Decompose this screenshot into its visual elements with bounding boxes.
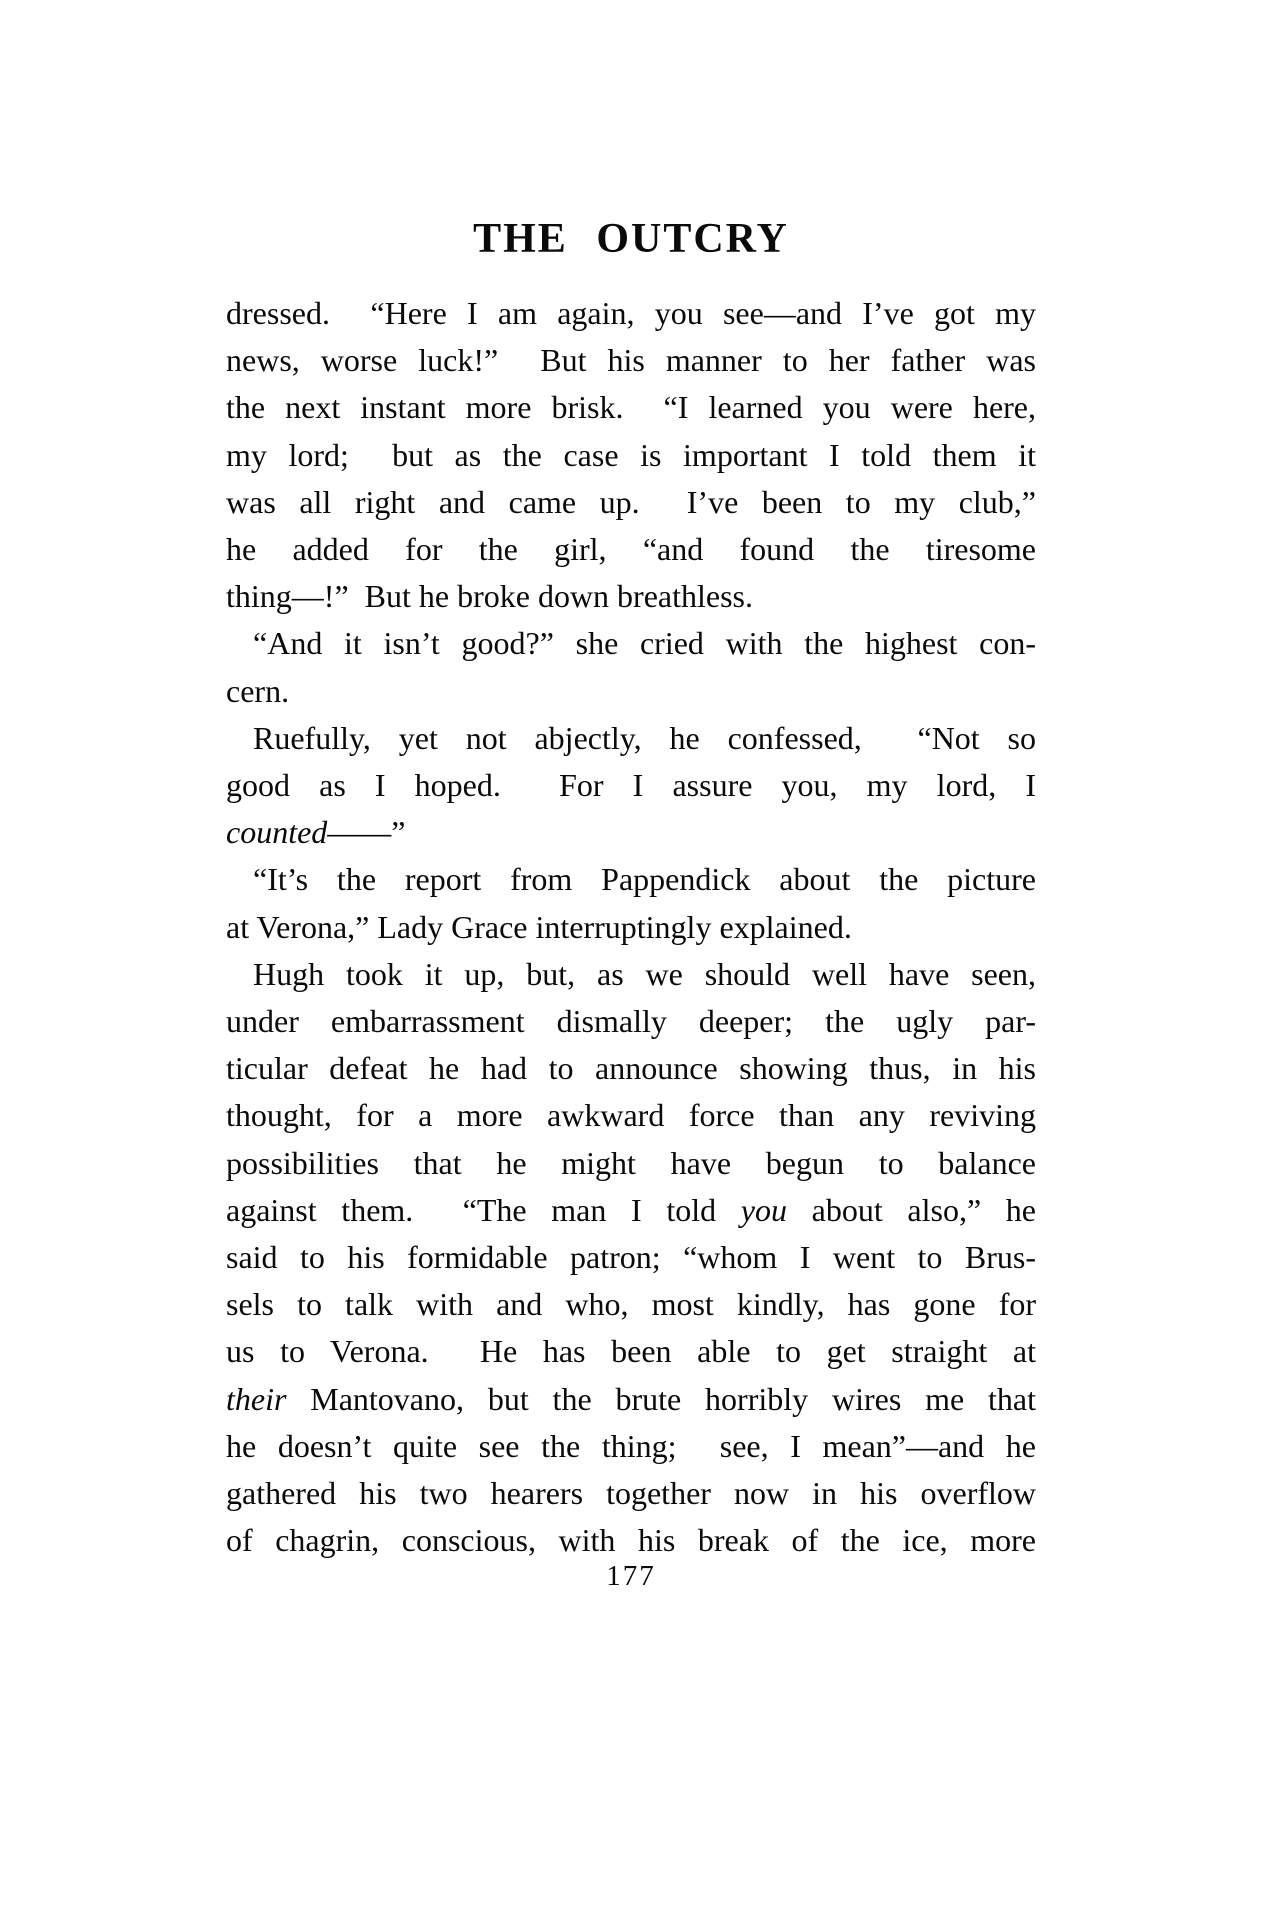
text-segment: was all right and came up. I’ve been to my club,” (226, 483, 1036, 520)
text-line (226, 904, 1036, 951)
text-segment: against them. “The man I told (226, 1191, 741, 1228)
text-line (226, 715, 1036, 762)
text-line (226, 951, 1036, 998)
italic-text: you (740, 1191, 787, 1228)
text-segment: news, worse luck!” But his manner to her father was (226, 342, 1036, 379)
italic-text: their (226, 1380, 287, 1417)
text-line (226, 1140, 1036, 1187)
text-line (226, 432, 1036, 479)
body-text (226, 290, 1036, 1564)
text-segment: “And it isn’t good?” she cried with the highest con- (253, 625, 1036, 662)
text-line (226, 1045, 1036, 1092)
text-segment: dressed. “Here I am again, you see—and I’ve got my (226, 295, 1036, 331)
text-segment: Hugh took it up, but, as we should well have seen, (253, 955, 1036, 992)
text-line (226, 1423, 1036, 1470)
italic-text: counted (226, 814, 328, 851)
text-line (226, 1092, 1036, 1139)
text-line (226, 479, 1036, 526)
text-segment: gathered his two hearers together now in his overflow (226, 1475, 1036, 1512)
text-line (226, 998, 1036, 1045)
text-segment: about also,” he (786, 1191, 1037, 1228)
text-line (226, 1376, 1036, 1423)
text-line (226, 1281, 1036, 1328)
text-line (226, 668, 1036, 715)
text-line (226, 1187, 1036, 1234)
text-line (226, 337, 1036, 384)
text-line (226, 1470, 1036, 1517)
text-segment: us to Verona. He has been able to get straight at (226, 1333, 1036, 1370)
text-line (226, 1234, 1036, 1281)
text-segment: my lord; but as the case is important I told them it (226, 436, 1036, 473)
text-segment: possibilities that he might have begun to balance (226, 1144, 1036, 1181)
text-line (226, 856, 1036, 903)
text-line (226, 1328, 1036, 1375)
text-line (226, 290, 1036, 337)
text-segment: said to his formidable patron; “whom I went to Brus- (226, 1239, 1036, 1276)
text-line (226, 809, 1036, 856)
text-line (226, 620, 1036, 667)
text-line (226, 762, 1036, 809)
text-segment: sels to talk with and who, most kindly, has gone for (226, 1286, 1036, 1323)
text-segment: of chagrin, conscious, with his break of the ice, more (226, 1522, 1036, 1559)
text-line (226, 573, 1036, 620)
text-segment: ticular defeat he had to announce showing thus, in his (226, 1050, 1036, 1087)
text-line (226, 1517, 1036, 1564)
text-segment: “It’s the report from Pappendick about the picture (253, 861, 1036, 898)
text-segment: he added for the girl, “and found the tiresome (226, 531, 1036, 568)
text-segment: ——” (327, 814, 406, 851)
text-segment: cern. (226, 672, 290, 709)
text-segment: under embarrassment dismally deeper; the ugly par- (226, 1003, 1036, 1040)
text-segment: thought, for a more awkward force than any reviving (226, 1097, 1036, 1134)
text-line (226, 384, 1036, 431)
text-segment: at Verona,” Lady Grace interruptingly explained. (226, 908, 852, 945)
text-segment: the next instant more brisk. “I learned you were here, (226, 389, 1036, 426)
text-segment: Mantovano, but the brute horribly wires me that (286, 1380, 1036, 1417)
text-line (226, 526, 1036, 573)
text-segment: Ruefully, yet not abjectly, he confessed, “Not so (253, 719, 1036, 756)
text-segment: he doesn’t quite see the thing; see, I mean”—and he (226, 1427, 1036, 1464)
page-title: THE OUTCRY (473, 216, 789, 262)
text-segment: thing—!” But he broke down breathless. (226, 578, 753, 615)
page-number: 177 (606, 1560, 656, 1592)
text-segment: good as I hoped. For I assure you, my lord, I (226, 767, 1036, 804)
